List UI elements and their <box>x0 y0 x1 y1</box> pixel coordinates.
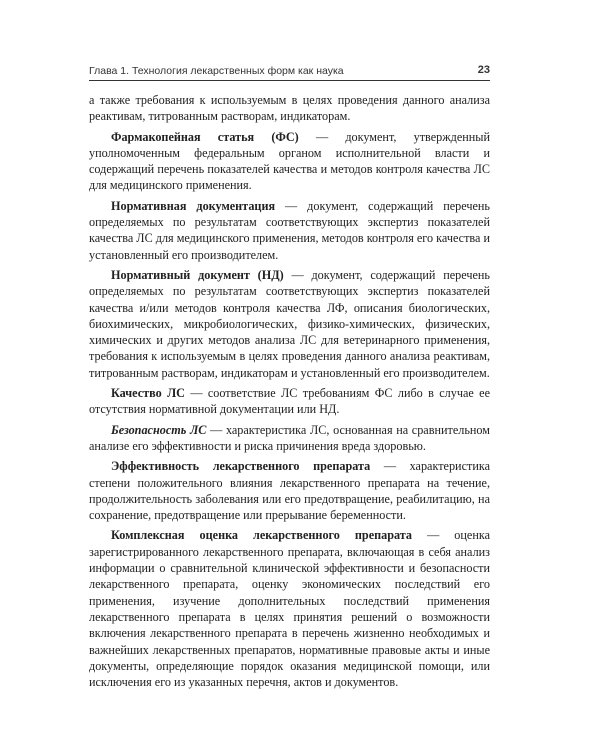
page-number: 23 <box>477 64 490 76</box>
definition-text: — документ, содержащий перечень определяемых по результатам соответствующих экспертиз показателей качества ЛС для медицинского применения, методов контроля его качества и установленный его производителем. <box>89 198 490 262</box>
paragraph-text: а также требования к используемым в целях проведения данного анализа реактивам, титрованным растворам, индикаторам. <box>89 93 490 124</box>
definition-text: — оценка зарегистрированного лекарственного препарата, включающая в себя анализ информации о сравнительной клинической эффективности и безопасности лекарственного препарата, оценку экономических последствий его применения, изучение дополнительных последствий применения лекарственного препарата в целях принятия решений о возможности включения лекарственного препарата в перечень жизненно необходимых и важнейших лекарственных препаратов, нормативные правовые акты и иные документы, определяющие порядок оказания медицинской помощи, или исключения его из указанных перечня, актов и документов. <box>89 528 490 690</box>
term: Комплексная оценка лекарственного препарата <box>111 528 413 543</box>
definition-safety <box>89 422 490 455</box>
definition-normative-document <box>89 267 490 381</box>
definition-efficacy <box>89 458 490 523</box>
running-header <box>89 63 490 81</box>
chapter-title: Глава 1. Технология лекарственных форм как наука <box>89 65 344 77</box>
term: Эффективность лекарственного препарата <box>111 459 371 474</box>
header-rule <box>89 80 490 81</box>
definition-text: — соответствие ЛС требованиям ФС либо в случае ее отсутствия нормативной документации или НД. <box>89 386 490 417</box>
definition-complex-assessment <box>89 527 490 690</box>
definition-quality <box>89 385 490 418</box>
definition-normative-documentation <box>89 198 490 263</box>
definition-text: — документ, содержащий перечень определяемых по результатам соответствующих экспертиз показателей качества и/или методов контроля качества ЛФ, описания биологических, биохимических, микробиологических, физико-химических, физических, химических и других методов анализа ЛС для ветеринарного применения, требования к используемым в целях проведения данного анализа реактивам, титрованным растворам, индикаторам и установленный его производителем. <box>89 267 490 380</box>
definition-text: — характеристика степени положительного влияния лекарственного препарата на течение, продолжительность заболевания или его предотвращение, реабилитацию, на сохранение, предотвращение или прерывание беременности. <box>89 459 490 523</box>
definition-text: — документ, утвержденный уполномоченным федеральным органом исполнительной власти и содержащий перечень показателей качества и методов контроля качества ЛС для медицинского применения. <box>89 129 490 193</box>
page-body <box>89 92 490 694</box>
definition-text: — характеристика ЛС, основанная на сравнительном анализе его эффективности и риска причинения вреда здоровью. <box>89 422 490 453</box>
term: Фармакопейная статья (ФС) <box>111 129 299 144</box>
term: Нормативный документ (НД) <box>111 267 284 282</box>
term: Качество ЛС <box>111 386 185 401</box>
term: Безопасность ЛС <box>111 422 207 437</box>
paragraph-continuation <box>89 92 490 125</box>
term: Нормативная документация <box>111 198 276 213</box>
definition-pharmacopoeia-article <box>89 129 490 194</box>
